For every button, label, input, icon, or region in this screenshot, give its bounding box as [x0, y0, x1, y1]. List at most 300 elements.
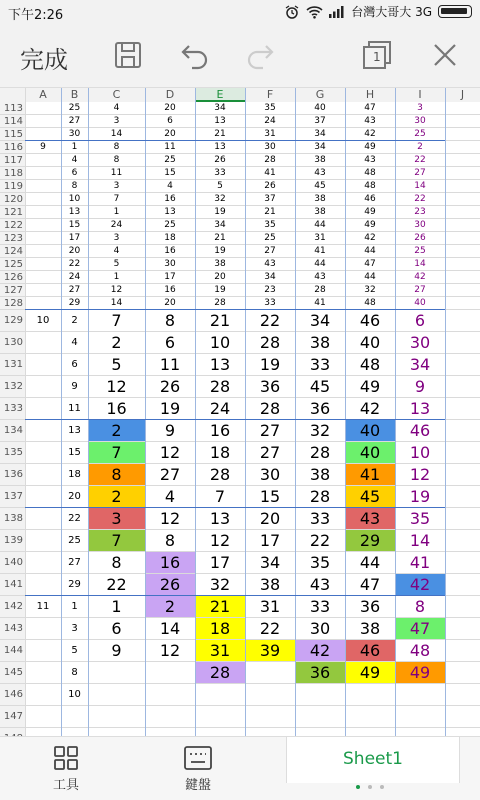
- save-button[interactable]: [111, 38, 145, 72]
- cell-e[interactable]: 32: [214, 194, 226, 204]
- cell-c[interactable]: 4: [113, 246, 120, 256]
- cell-e[interactable]: 21: [209, 311, 231, 330]
- cell-h[interactable]: 49: [364, 220, 376, 230]
- cell-a[interactable]: [25, 420, 61, 442]
- cell-f[interactable]: 15: [259, 487, 281, 506]
- cell-d[interactable]: 20: [164, 103, 176, 113]
- cell-d[interactable]: 8: [164, 531, 176, 550]
- cell-b[interactable]: 6: [71, 359, 78, 370]
- cell-i[interactable]: 22: [414, 155, 426, 165]
- cell-i[interactable]: 23: [414, 207, 426, 217]
- row-header[interactable]: 134: [0, 420, 25, 442]
- cell-b[interactable]: 15: [68, 447, 81, 458]
- cell-g[interactable]: 37: [314, 116, 326, 126]
- cell-f[interactable]: 35: [264, 103, 276, 113]
- cell-d[interactable]: 26: [145, 574, 195, 596]
- cell-g[interactable]: 45: [314, 181, 326, 191]
- cell-f[interactable]: 27: [259, 421, 281, 440]
- row-header[interactable]: 115: [0, 128, 25, 141]
- row-header[interactable]: 141: [0, 574, 25, 596]
- cell-b[interactable]: 29: [68, 579, 81, 590]
- cell-c[interactable]: 8: [88, 464, 145, 486]
- cell-g[interactable]: 34: [309, 311, 331, 330]
- cell-d[interactable]: 25: [164, 155, 176, 165]
- cell-a[interactable]: [25, 376, 61, 398]
- row-header[interactable]: 147: [0, 706, 25, 728]
- done-button[interactable]: 完成: [20, 46, 68, 74]
- row-header[interactable]: 146: [0, 684, 25, 706]
- cell-c[interactable]: 12: [106, 377, 127, 396]
- cell-d[interactable]: 19: [159, 399, 181, 418]
- cell-c[interactable]: 4: [113, 103, 120, 113]
- cell-h[interactable]: 42: [359, 399, 381, 418]
- spreadsheet-grid[interactable]: [0, 88, 480, 736]
- cell-j[interactable]: [445, 332, 480, 354]
- cell-b[interactable]: 27: [68, 557, 81, 568]
- cell-b[interactable]: 1: [71, 601, 78, 612]
- cell-e[interactable]: 32: [209, 575, 231, 594]
- cell-e[interactable]: 38: [214, 259, 226, 269]
- cell-f[interactable]: 34: [259, 553, 281, 572]
- cell-g[interactable]: 35: [309, 553, 331, 572]
- row-header[interactable]: 131: [0, 354, 25, 376]
- cell-e[interactable]: 12: [209, 531, 231, 550]
- cell-c[interactable]: 5: [113, 259, 120, 269]
- cell-e[interactable]: 19: [214, 207, 226, 217]
- cell-h[interactable]: 43: [364, 155, 376, 165]
- cell-a[interactable]: [25, 442, 61, 464]
- cell-c[interactable]: [88, 706, 145, 728]
- cell-i[interactable]: [395, 684, 445, 706]
- cell-i[interactable]: 25: [414, 246, 426, 256]
- cell-c[interactable]: 8: [111, 553, 122, 572]
- cell-d[interactable]: 14: [159, 619, 181, 638]
- cell-i[interactable]: 42: [395, 574, 445, 596]
- cell-a[interactable]: [25, 662, 61, 684]
- cell-d[interactable]: 12: [159, 443, 181, 462]
- cell-j[interactable]: [445, 508, 480, 530]
- cell-g[interactable]: 40: [314, 103, 326, 113]
- cell-d[interactable]: 16: [164, 194, 176, 204]
- cell-d[interactable]: [145, 662, 195, 684]
- cell-e[interactable]: 21: [195, 596, 245, 618]
- cell-d[interactable]: 27: [159, 465, 181, 484]
- cell-h[interactable]: 29: [345, 530, 395, 552]
- cell-h[interactable]: 46: [345, 640, 395, 662]
- cell-j[interactable]: [445, 464, 480, 486]
- cell-c[interactable]: 2: [88, 486, 145, 508]
- cell-a[interactable]: [25, 508, 61, 530]
- cell-j[interactable]: [445, 354, 480, 376]
- cell-g[interactable]: 44: [314, 259, 326, 269]
- cell-e[interactable]: 28: [195, 662, 245, 684]
- cell-f[interactable]: 22: [259, 619, 281, 638]
- cell-g[interactable]: 28: [314, 285, 326, 295]
- cell-i[interactable]: 22: [414, 194, 426, 204]
- cell-i[interactable]: 25: [414, 129, 426, 139]
- cell-c[interactable]: 16: [106, 399, 127, 418]
- cell-f[interactable]: 17: [259, 531, 281, 550]
- cell-f[interactable]: 36: [259, 377, 281, 396]
- cell-a[interactable]: [25, 618, 61, 640]
- cell-c[interactable]: 6: [111, 619, 122, 638]
- cell-i[interactable]: 8: [414, 597, 426, 616]
- cell-c[interactable]: 3: [88, 508, 145, 530]
- cell-e[interactable]: 13: [209, 509, 231, 528]
- cell-i[interactable]: 49: [395, 662, 445, 684]
- cell-a[interactable]: [25, 398, 61, 420]
- cell-b[interactable]: 20: [68, 491, 81, 502]
- cell-b[interactable]: 10: [68, 194, 81, 204]
- cell-i[interactable]: 14: [414, 181, 426, 191]
- page-switch-button[interactable]: [360, 38, 394, 72]
- cell-b[interactable]: 24: [68, 272, 81, 282]
- cell-b[interactable]: 4: [71, 337, 78, 348]
- cell-h[interactable]: 43: [345, 508, 395, 530]
- row-header[interactable]: 138: [0, 508, 25, 530]
- cell-h[interactable]: 44: [364, 246, 376, 256]
- cell-f[interactable]: 28: [259, 399, 281, 418]
- row-header[interactable]: 136: [0, 464, 25, 486]
- cell-i[interactable]: 27: [414, 168, 426, 178]
- cell-g[interactable]: 38: [314, 194, 326, 204]
- cell-f[interactable]: 30: [259, 465, 281, 484]
- cell-b[interactable]: 27: [68, 285, 81, 295]
- cell-c[interactable]: 1: [113, 207, 120, 217]
- cell-j[interactable]: [445, 376, 480, 398]
- cell-b[interactable]: 8: [71, 667, 78, 678]
- cell-c[interactable]: 3: [113, 181, 120, 191]
- cell-a[interactable]: [25, 706, 61, 728]
- cell-d[interactable]: 17: [164, 272, 176, 282]
- column-header-c[interactable]: C: [88, 88, 145, 102]
- cell-h[interactable]: 45: [345, 486, 395, 508]
- cell-h[interactable]: 44: [364, 272, 376, 282]
- cell-b[interactable]: 9: [71, 381, 78, 392]
- cell-h[interactable]: 46: [359, 311, 381, 330]
- column-header-i[interactable]: I: [395, 88, 445, 102]
- cell-i[interactable]: 3: [417, 103, 423, 113]
- cell-f[interactable]: 39: [245, 640, 295, 662]
- cell-e[interactable]: 26: [214, 155, 226, 165]
- cell-j[interactable]: [445, 706, 480, 728]
- cell-i[interactable]: 12: [409, 465, 431, 484]
- cell-h[interactable]: 48: [364, 181, 376, 191]
- row-header[interactable]: 127: [0, 284, 25, 297]
- cell-h[interactable]: 49: [364, 207, 376, 217]
- cell-f[interactable]: [245, 706, 295, 728]
- cell-i[interactable]: 2: [417, 142, 423, 152]
- cell-f[interactable]: [245, 684, 295, 706]
- cell-c[interactable]: 8: [113, 142, 120, 152]
- cell-d[interactable]: 16: [164, 246, 176, 256]
- cell-j[interactable]: [445, 574, 480, 596]
- cell-f[interactable]: 26: [264, 181, 276, 191]
- cell-f[interactable]: 24: [264, 116, 276, 126]
- cell-i[interactable]: 41: [409, 553, 431, 572]
- cell-j[interactable]: [445, 420, 480, 442]
- row-header[interactable]: 140: [0, 552, 25, 574]
- cell-h[interactable]: 38: [359, 619, 381, 638]
- cell-i[interactable]: 13: [409, 399, 431, 418]
- cell-j[interactable]: [445, 552, 480, 574]
- cell-e[interactable]: 18: [209, 443, 231, 462]
- cell-a[interactable]: [25, 574, 61, 596]
- cell-b[interactable]: 25: [68, 535, 81, 546]
- cell-g[interactable]: 43: [314, 272, 326, 282]
- cell-d[interactable]: 4: [164, 487, 176, 506]
- cell-h[interactable]: 47: [364, 259, 376, 269]
- cell-f[interactable]: 27: [264, 246, 276, 256]
- cell-g[interactable]: 33: [309, 597, 331, 616]
- cell-j[interactable]: [445, 596, 480, 618]
- cell-d[interactable]: 20: [164, 129, 176, 139]
- cell-j[interactable]: [445, 640, 480, 662]
- row-header[interactable]: 130: [0, 332, 25, 354]
- row-header[interactable]: 118: [0, 167, 25, 180]
- cell-g[interactable]: 36: [295, 662, 345, 684]
- cell-a[interactable]: 11: [36, 601, 50, 612]
- cell-h[interactable]: 42: [364, 233, 376, 243]
- cell-i[interactable]: 30: [414, 220, 426, 230]
- column-header-h[interactable]: H: [345, 88, 395, 102]
- cell-a[interactable]: [25, 640, 61, 662]
- cell-g[interactable]: 45: [309, 377, 331, 396]
- cell-i[interactable]: 46: [409, 421, 431, 440]
- cell-e[interactable]: 28: [209, 377, 231, 396]
- row-header[interactable]: 139: [0, 530, 25, 552]
- cell-f[interactable]: 27: [259, 443, 281, 462]
- cell-d[interactable]: 6: [164, 333, 176, 352]
- cell-g[interactable]: [295, 684, 345, 706]
- cell-c[interactable]: 2: [88, 420, 145, 442]
- cell-h[interactable]: 41: [345, 464, 395, 486]
- column-header-e[interactable]: E: [195, 88, 245, 102]
- cell-e[interactable]: 21: [214, 129, 226, 139]
- row-header[interactable]: 117: [0, 154, 25, 167]
- cell-h[interactable]: 47: [359, 575, 381, 594]
- cell-b[interactable]: 15: [68, 220, 81, 230]
- cell-f[interactable]: 31: [259, 597, 281, 616]
- cell-c[interactable]: 1: [111, 597, 122, 616]
- row-header[interactable]: 121: [0, 206, 25, 219]
- cell-e[interactable]: 28: [214, 298, 226, 308]
- cell-h[interactable]: 49: [345, 662, 395, 684]
- cell-h[interactable]: 46: [364, 194, 376, 204]
- sheet-tab-sheet1[interactable]: Sheet1: [286, 737, 460, 783]
- cell-c[interactable]: 11: [110, 168, 123, 178]
- cell-d[interactable]: 2: [145, 596, 195, 618]
- cell-b[interactable]: 29: [68, 298, 81, 308]
- cell-h[interactable]: 36: [359, 597, 381, 616]
- cell-b[interactable]: 8: [71, 181, 78, 191]
- cell-i[interactable]: 27: [414, 285, 426, 295]
- cell-e[interactable]: 10: [209, 333, 231, 352]
- cell-c[interactable]: 5: [111, 355, 122, 374]
- cell-d[interactable]: 6: [167, 116, 173, 126]
- cell-h[interactable]: [345, 706, 395, 728]
- cell-i[interactable]: 48: [409, 641, 431, 660]
- cell-f[interactable]: 37: [264, 194, 276, 204]
- row-header[interactable]: 120: [0, 193, 25, 206]
- cell-a[interactable]: 9: [40, 142, 46, 152]
- cell-e[interactable]: 34: [214, 220, 226, 230]
- cell-e[interactable]: 31: [195, 640, 245, 662]
- cell-d[interactable]: 16: [164, 285, 176, 295]
- cell-b[interactable]: 17: [68, 233, 81, 243]
- cell-b[interactable]: [61, 706, 88, 728]
- column-header-a[interactable]: A: [25, 88, 61, 102]
- cell-i[interactable]: 9: [414, 377, 426, 396]
- cell-a[interactable]: [25, 552, 61, 574]
- keyboard-button[interactable]: [168, 745, 228, 793]
- row-header[interactable]: 144: [0, 640, 25, 662]
- row-header[interactable]: 145: [0, 662, 25, 684]
- cell-f[interactable]: 19: [259, 355, 281, 374]
- cell-h[interactable]: 40: [345, 420, 395, 442]
- cell-i[interactable]: 40: [414, 298, 426, 308]
- cell-f[interactable]: [245, 662, 295, 684]
- cell-c[interactable]: 9: [111, 641, 122, 660]
- cell-e[interactable]: 21: [214, 233, 226, 243]
- row-header[interactable]: 125: [0, 258, 25, 271]
- cell-i[interactable]: 19: [409, 487, 431, 506]
- cell-e[interactable]: 28: [209, 465, 231, 484]
- cell-d[interactable]: 26: [159, 377, 181, 396]
- cell-g[interactable]: 33: [309, 355, 331, 374]
- cell-f[interactable]: 21: [264, 207, 276, 217]
- cell-c[interactable]: 22: [106, 575, 127, 594]
- cell-d[interactable]: 12: [159, 641, 181, 660]
- cell-c[interactable]: 7: [88, 442, 145, 464]
- cell-j[interactable]: [445, 398, 480, 420]
- cell-j[interactable]: [445, 662, 480, 684]
- cell-h[interactable]: [345, 684, 395, 706]
- cell-a[interactable]: [25, 530, 61, 552]
- cell-f[interactable]: 25: [264, 233, 276, 243]
- cell-d[interactable]: 16: [145, 552, 195, 574]
- cell-b[interactable]: 10: [68, 689, 81, 700]
- cell-f[interactable]: 28: [264, 155, 276, 165]
- cell-h[interactable]: 43: [364, 116, 376, 126]
- row-header[interactable]: 135: [0, 442, 25, 464]
- row-header[interactable]: 122: [0, 219, 25, 232]
- cell-g[interactable]: 41: [314, 298, 326, 308]
- cell-g[interactable]: 32: [309, 421, 331, 440]
- cell-i[interactable]: 14: [409, 531, 431, 550]
- cell-g[interactable]: 38: [314, 207, 326, 217]
- cell-c[interactable]: 7: [113, 194, 120, 204]
- cell-f[interactable]: 43: [264, 259, 276, 269]
- cell-e[interactable]: 13: [214, 116, 226, 126]
- cell-h[interactable]: 49: [359, 377, 381, 396]
- cell-c[interactable]: 14: [110, 298, 123, 308]
- cell-b[interactable]: 30: [68, 129, 81, 139]
- cell-b[interactable]: 22: [68, 259, 81, 269]
- cell-c[interactable]: 14: [110, 129, 123, 139]
- cell-e[interactable]: 19: [214, 285, 226, 295]
- row-header[interactable]: 137: [0, 486, 25, 508]
- row-header[interactable]: 143: [0, 618, 25, 640]
- cell-f[interactable]: 31: [264, 129, 276, 139]
- column-header-g[interactable]: G: [295, 88, 345, 102]
- cell-b[interactable]: 27: [68, 116, 81, 126]
- cell-e[interactable]: [195, 684, 245, 706]
- cell-h[interactable]: 47: [364, 103, 376, 113]
- cell-b[interactable]: 11: [68, 403, 81, 414]
- cell-a[interactable]: 10: [36, 315, 50, 326]
- cell-c[interactable]: 2: [111, 333, 122, 352]
- cell-i[interactable]: [395, 706, 445, 728]
- cell-g[interactable]: 28: [309, 487, 331, 506]
- cell-f[interactable]: 22: [259, 311, 281, 330]
- cell-g[interactable]: 33: [309, 509, 331, 528]
- cell-i[interactable]: 47: [395, 618, 445, 640]
- cell-g[interactable]: 34: [314, 142, 326, 152]
- column-header-b[interactable]: B: [61, 88, 88, 102]
- cell-a[interactable]: [25, 332, 61, 354]
- column-header-f[interactable]: F: [245, 88, 295, 102]
- cell-e[interactable]: 16: [209, 421, 231, 440]
- cell-j[interactable]: [445, 442, 480, 464]
- row-header[interactable]: 114: [0, 115, 25, 128]
- cell-h[interactable]: 48: [364, 168, 376, 178]
- cell-i[interactable]: 30: [409, 333, 431, 352]
- cell-d[interactable]: 12: [159, 509, 181, 528]
- redo-button[interactable]: [243, 38, 277, 72]
- corner-cell[interactable]: [0, 88, 25, 102]
- cell-h[interactable]: 40: [345, 442, 395, 464]
- cell-f[interactable]: 38: [259, 575, 281, 594]
- cell-e[interactable]: 13: [209, 355, 231, 374]
- cell-j[interactable]: [445, 486, 480, 508]
- cell-b[interactable]: 5: [71, 645, 78, 656]
- cell-d[interactable]: 4: [167, 181, 173, 191]
- column-header-d[interactable]: D: [145, 88, 195, 102]
- row-header[interactable]: 123: [0, 232, 25, 245]
- cell-d[interactable]: 11: [164, 142, 176, 152]
- cell-c[interactable]: 24: [110, 220, 123, 230]
- row-header[interactable]: 142: [0, 596, 25, 618]
- cell-j[interactable]: [445, 530, 480, 552]
- cell-i[interactable]: 30: [414, 116, 426, 126]
- cell-a[interactable]: [25, 486, 61, 508]
- column-header-j[interactable]: J: [445, 88, 480, 102]
- cell-e[interactable]: [195, 706, 245, 728]
- cell-d[interactable]: 11: [159, 355, 181, 374]
- cell-g[interactable]: 38: [314, 155, 326, 165]
- cell-g[interactable]: 22: [309, 531, 331, 550]
- cell-f[interactable]: 34: [264, 272, 276, 282]
- cell-h[interactable]: 32: [364, 285, 376, 295]
- cell-a[interactable]: [25, 354, 61, 376]
- cell-h[interactable]: 49: [364, 142, 376, 152]
- cell-b[interactable]: 6: [71, 168, 78, 178]
- cell-g[interactable]: 36: [309, 399, 331, 418]
- row-header[interactable]: 113: [0, 102, 25, 115]
- cell-e[interactable]: 7: [214, 487, 226, 506]
- cell-i[interactable]: 6: [414, 311, 426, 330]
- undo-button[interactable]: [178, 38, 212, 72]
- cell-i[interactable]: 14: [414, 259, 426, 269]
- cell-e[interactable]: 18: [195, 618, 245, 640]
- cell-f[interactable]: 30: [264, 142, 276, 152]
- row-header[interactable]: 124: [0, 245, 25, 258]
- cell-c[interactable]: 8: [113, 155, 120, 165]
- cell-d[interactable]: [145, 684, 195, 706]
- cell-d[interactable]: 30: [164, 259, 176, 269]
- cell-g[interactable]: 34: [314, 129, 326, 139]
